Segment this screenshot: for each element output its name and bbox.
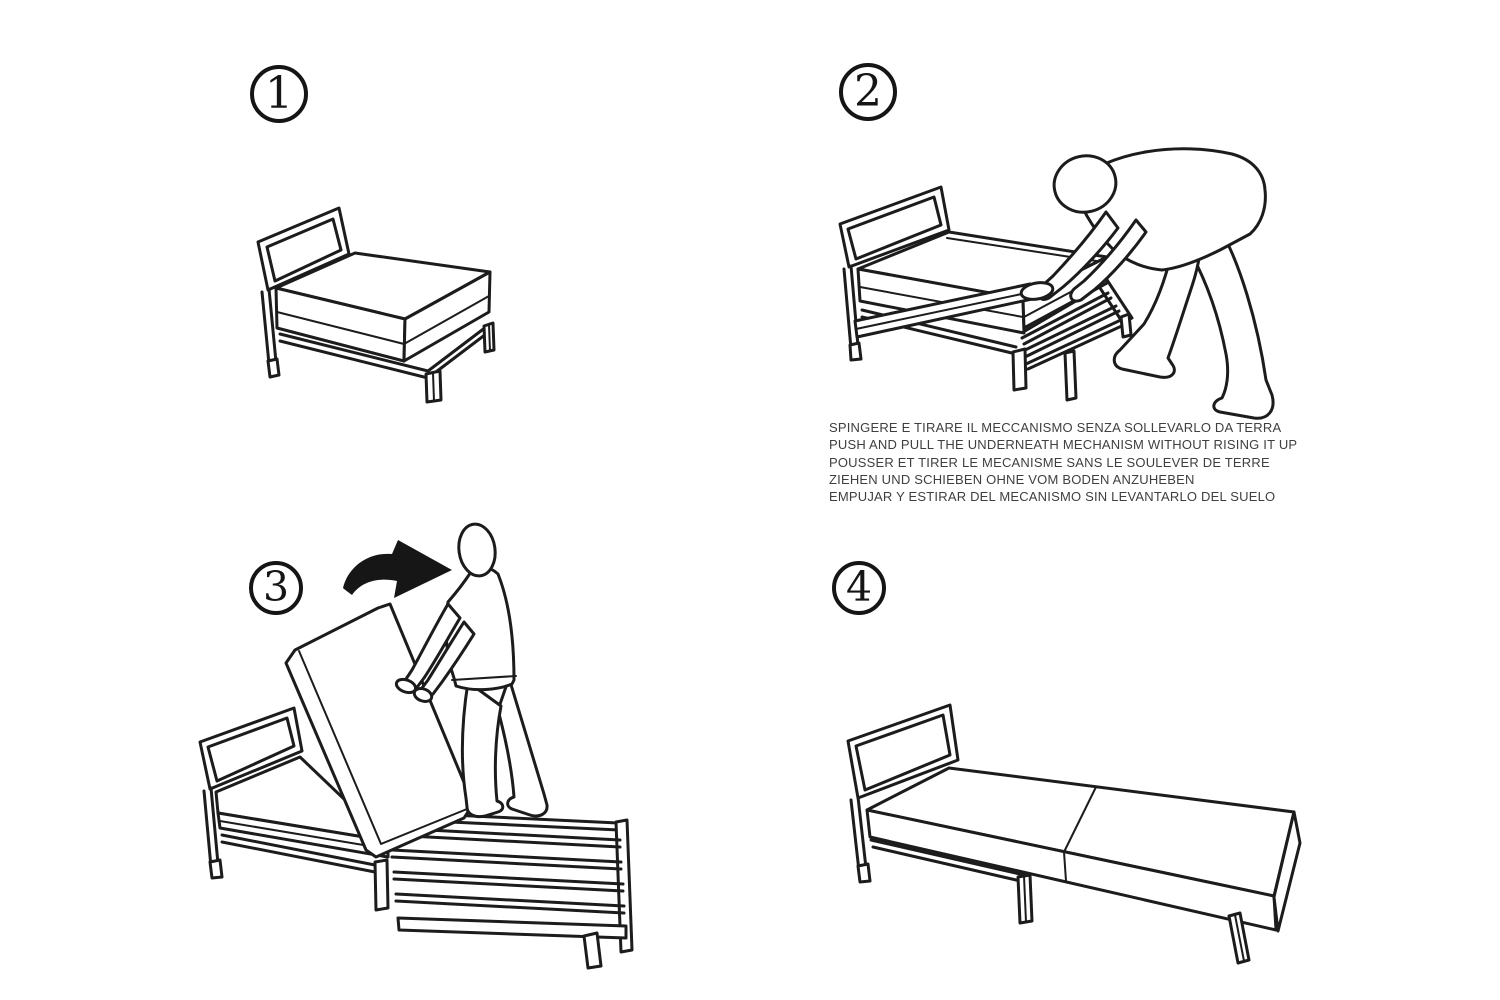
person-figure bbox=[1020, 149, 1273, 419]
chair-front-leg bbox=[1013, 349, 1026, 390]
step-2-caption bbox=[829, 419, 1297, 505]
illustration-flipping-mattress bbox=[180, 510, 660, 970]
curved-right-arrow-icon bbox=[343, 540, 452, 598]
step-4-number: 4 bbox=[845, 563, 873, 611]
illustration-extended-bed bbox=[838, 685, 1338, 965]
chair-middle-leg bbox=[375, 860, 388, 910]
caption-line-german: ZIEHEN UND SCHIEBEN OHNE VOM BODEN ANZUHEBEN bbox=[829, 471, 1195, 487]
step-3-number: 3 bbox=[262, 563, 290, 611]
step-1-number-badge bbox=[250, 65, 308, 123]
illustration-folded-chair bbox=[228, 178, 528, 408]
caption-line-spanish: EMPUJAR Y ESTIRAR DEL MECANISMO SIN LEVANTARLO DEL SUELO bbox=[829, 489, 1276, 505]
unfolded-mattress bbox=[867, 768, 1300, 931]
caption-line-english: PUSH AND PULL THE UNDERNEATH MECHANISM WITHOUT RISING IT UP bbox=[829, 437, 1298, 453]
caption-line-french: POUSSER ET TIRER LE MECANISME SANS LE SOULEVER DE TERRE bbox=[829, 454, 1270, 470]
step-2-number: 2 bbox=[854, 65, 882, 117]
caption-line-italian: SPINGERE E TIRARE IL MECCANISMO SENZA SOLLEVARLO DA TERRA bbox=[829, 420, 1282, 435]
step-4-number-badge bbox=[832, 561, 886, 615]
illustration-pulling-mechanism bbox=[820, 140, 1300, 430]
step-2-number-badge bbox=[839, 63, 897, 121]
step-1-number: 1 bbox=[265, 67, 293, 119]
